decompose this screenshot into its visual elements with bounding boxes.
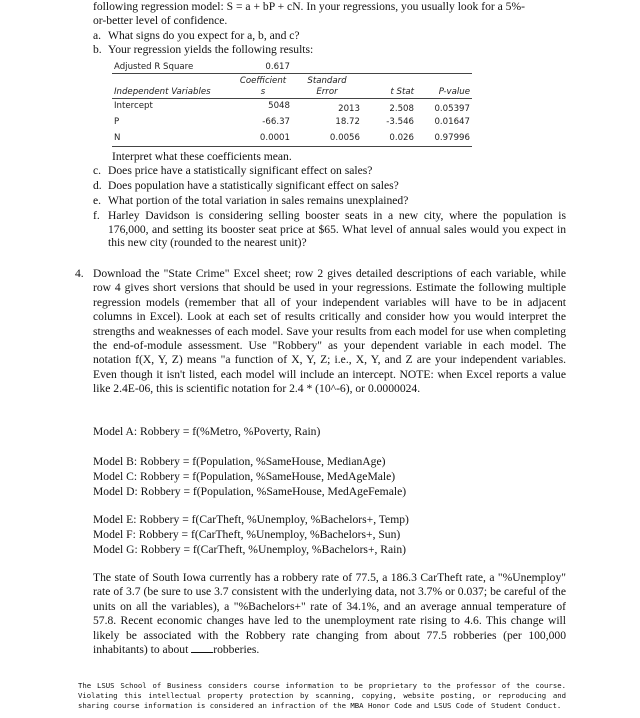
model-f: Model F: Robbery = f(CarTheft, %Unemploy, %Bachelors+, Sun): [93, 528, 401, 541]
row-t: 0.026: [362, 131, 416, 147]
table-row: [112, 131, 472, 147]
header-coefficient-top: Coefficient: [239, 76, 287, 86]
q3-a-text: What signs do you expect for a, b, and c?: [108, 29, 300, 42]
closing-text: The state of South Iowa currently has a robbery rate of 77.5, a 186.3 CarTheft rate, a "%Unemploy" rate of 3.7 (be sure to use 3.7 consistent with the underlying data, not 3.7% or 0.037; be careful of the units on all the variables), a "%Bachelors+" rate of 34.1%, and an average annual temperature of 57.8. Recent economic changes have led to the unemployment rate rising to 4.6. This change will likely be associated with the Robbery rate changing from about 77.5 robberies (per 100,000 inhabitants) to about: [93, 571, 566, 657]
header-independent-variables: Independent Variables: [112, 87, 234, 99]
q3-b-label: b.: [93, 43, 102, 56]
intro-line-1: following regression model: S = a + bP + cN. In your regressions, you usually look for a 5%-: [93, 0, 525, 13]
answer-blank: [191, 643, 213, 653]
q3-b-text: Your regression yields the following results:: [108, 43, 314, 56]
row-p: 0.97996: [416, 131, 472, 147]
header-se-bottom: Error: [292, 87, 362, 99]
row-t: 2.508: [389, 103, 414, 114]
header-tstat: t Stat: [362, 87, 416, 99]
q3-c-label: c.: [93, 164, 102, 177]
q3-f-text: Harley Davidson is considering selling booster seats in a new city, where the population is 176,000, and setting its booster seat price at $65. What level of annual sales would you expect in this new city (rounded to the nearest unit)?: [108, 209, 566, 250]
q3-item-d: [93, 179, 563, 193]
row-var: P: [114, 117, 120, 127]
q3-c-text: Does price have a statistically significant effect on sales?: [108, 164, 373, 177]
closing-paragraph: [93, 571, 566, 657]
q3-a-label: a.: [93, 29, 102, 42]
regression-table: [112, 62, 472, 147]
row-p: 0.01647: [434, 117, 470, 127]
row-var: N: [112, 131, 234, 147]
q4-paragraph: Download the "State Crime" Excel sheet; row 2 gives detailed descriptions of each variable, while row 4 gives short versions that should be used in your regressions. Estimate the following multiple regression models (remember that all of your independent variables will have to be in adjacent columns in Excel). Look at each set of results critically and consider how you would interpret the strengths and weaknesses of each model. Save your results from each model for use when completing the end-of-module assessment. Use "Robbery" as your dependent variable in each model. The notation f(X, Y, Z) means "a function of X, Y, Z; i.e., X, Y, and Z are your independent variables. Even though it isn't listed, each model will include an intercept. NOTE: when Excel reports a value like 2.4E-06, this is scientific notation for 2.4 * (10^-6), or 0.0000024.: [93, 267, 566, 396]
q3-f-label: f.: [93, 209, 100, 222]
row-coef: 5048: [268, 101, 290, 112]
q3-d-label: d.: [93, 179, 102, 192]
q3-d-text: Does population have a statistically significant effect on sales?: [108, 179, 399, 192]
row-se: 2013: [338, 103, 360, 114]
table-row: [112, 115, 472, 131]
row-var: Intercept: [114, 101, 153, 112]
q3-item-b: [93, 43, 563, 57]
row-t: -3.546: [386, 117, 414, 127]
header-coefficient-bottom: s: [234, 87, 292, 99]
q3-item-e: [93, 194, 563, 208]
model-c: Model C: Robbery = f(Population, %SameHouse, MedAgeMale): [93, 470, 396, 483]
row-coef: -66.37: [262, 117, 290, 127]
q3-e-text: What portion of the total variation in sales remains unexplained?: [108, 194, 409, 207]
row-coef: 0.0001: [234, 131, 292, 147]
adj-r2-value: 0.617: [234, 62, 292, 74]
footer-notice: The LSUS School of Business considers course information to be proprietary to the professor of the course. Violating this intellectual property protection by scanning, copying, website posting, or reproducing and sharing course information is considered an infraction of the MBA Honor Code and LSUS Code of Student Conduct.: [78, 681, 566, 710]
header-se-top: Standard: [307, 76, 347, 86]
q3-item-f: [93, 209, 566, 253]
q3-item-c: [93, 164, 563, 178]
model-a: Model A: Robbery = f(%Metro, %Poverty, Rain): [93, 425, 321, 438]
adj-r2-label: Adjusted R Square: [112, 62, 234, 74]
row-p: 0.05397: [434, 103, 470, 114]
model-g: Model G: Robbery = f(CarTheft, %Unemploy, %Bachelors+, Rain): [93, 543, 407, 556]
closing-end: robberies.: [213, 643, 260, 657]
header-pvalue: P-value: [416, 87, 472, 99]
q3-interpret: Interpret what these coefficients mean.: [112, 150, 292, 163]
model-d: Model D: Robbery = f(Population, %SameHouse, MedAgeFemale): [93, 485, 407, 498]
model-e: Model E: Robbery = f(CarTheft, %Unemploy, %Bachelors+, Temp): [93, 513, 409, 526]
row-se: 0.0056: [292, 131, 362, 147]
row-se: 18.72: [335, 117, 360, 127]
q3-e-label: e.: [93, 194, 102, 207]
model-b: Model B: Robbery = f(Population, %SameHouse, MedianAge): [93, 455, 386, 468]
intro-line-2: or-better level of confidence.: [93, 14, 228, 27]
q4-number: 4.: [75, 267, 84, 280]
table-row: [112, 99, 472, 115]
q3-item-a: [93, 29, 563, 43]
